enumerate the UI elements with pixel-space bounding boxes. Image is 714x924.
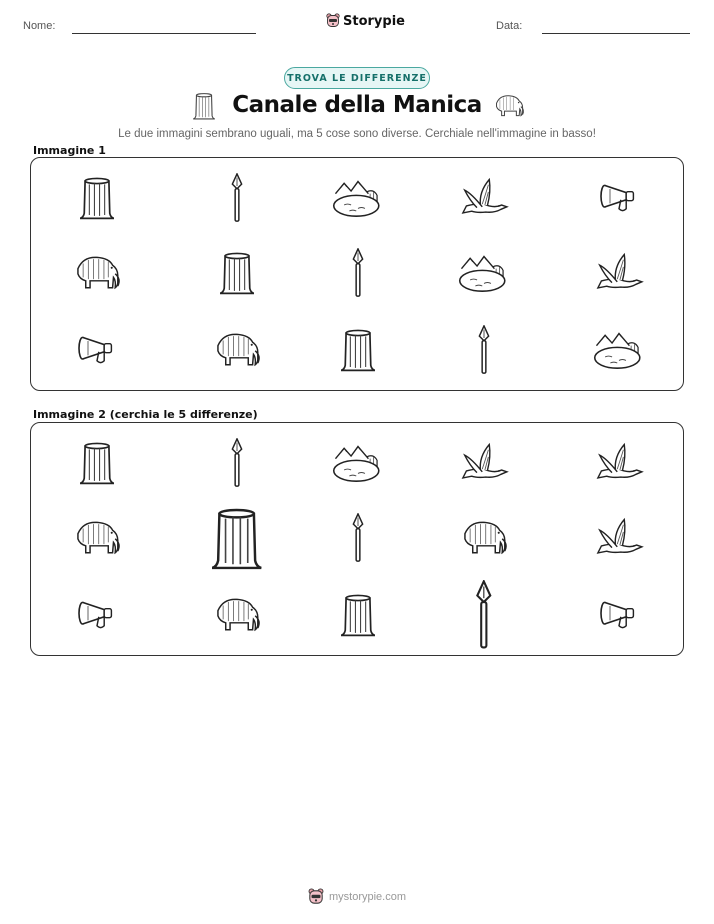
footer-site[interactable]: mystorypie.com — [329, 891, 407, 903]
instructions: Le due immagini sembrano uguali, ma 5 cose sono diverse. Cerchiale nell'immagine in basso! — [118, 128, 596, 140]
storypie-bear-icon — [308, 888, 324, 906]
mammoth-icon — [492, 92, 526, 124]
seagull-icon[interactable] — [579, 423, 659, 503]
spear-icon[interactable] — [197, 423, 277, 503]
mammoth-icon[interactable] — [197, 575, 277, 655]
tree-stump-large-icon[interactable] — [197, 498, 277, 578]
lake-mountains-icon — [579, 310, 659, 390]
image2-panel[interactable] — [30, 422, 684, 656]
worksheet-badge: TROVA LE DIFFERENZE — [284, 67, 430, 89]
lake-mountains-icon[interactable] — [318, 423, 398, 503]
tree-stump-icon[interactable] — [57, 423, 137, 503]
name-line[interactable] — [72, 33, 256, 34]
mammoth-icon[interactable] — [444, 498, 524, 578]
page-title: Canale della Manica — [232, 92, 482, 118]
image1-label: Immagine 1 — [33, 144, 106, 157]
tree-stump-icon — [197, 233, 277, 313]
seagull-icon[interactable] — [579, 498, 659, 578]
storypie-logo — [326, 13, 405, 29]
date-line[interactable] — [542, 33, 690, 34]
mammoth-icon — [197, 310, 277, 390]
image2-label: Immagine 2 (cerchia le 5 differenze) — [33, 408, 258, 421]
megaphone-icon[interactable] — [57, 575, 137, 655]
megaphone-icon — [579, 158, 659, 238]
date-label: Data: — [496, 20, 523, 32]
tree-stump-icon — [57, 158, 137, 238]
seagull-icon[interactable] — [444, 423, 524, 503]
storypie-bear-icon — [326, 13, 340, 29]
seagull-icon — [579, 233, 659, 313]
mammoth-icon[interactable] — [57, 498, 137, 578]
brand-name: Storypie — [343, 13, 405, 29]
tree-stump-icon[interactable] — [318, 575, 398, 655]
spear-icon — [318, 233, 398, 313]
megaphone-icon — [57, 310, 137, 390]
spear-large-icon[interactable] — [444, 575, 524, 655]
spear-icon — [444, 310, 524, 390]
mammoth-icon — [57, 233, 137, 313]
megaphone-icon[interactable] — [579, 575, 659, 655]
footer — [308, 888, 406, 906]
tree-stump-icon — [318, 310, 398, 390]
lake-mountains-icon — [318, 158, 398, 238]
spear-icon[interactable] — [318, 498, 398, 578]
name-label: Nome: — [23, 20, 56, 32]
spear-icon — [197, 158, 277, 238]
lake-mountains-icon — [444, 233, 524, 313]
image1-panel — [30, 157, 684, 391]
seagull-icon — [444, 158, 524, 238]
